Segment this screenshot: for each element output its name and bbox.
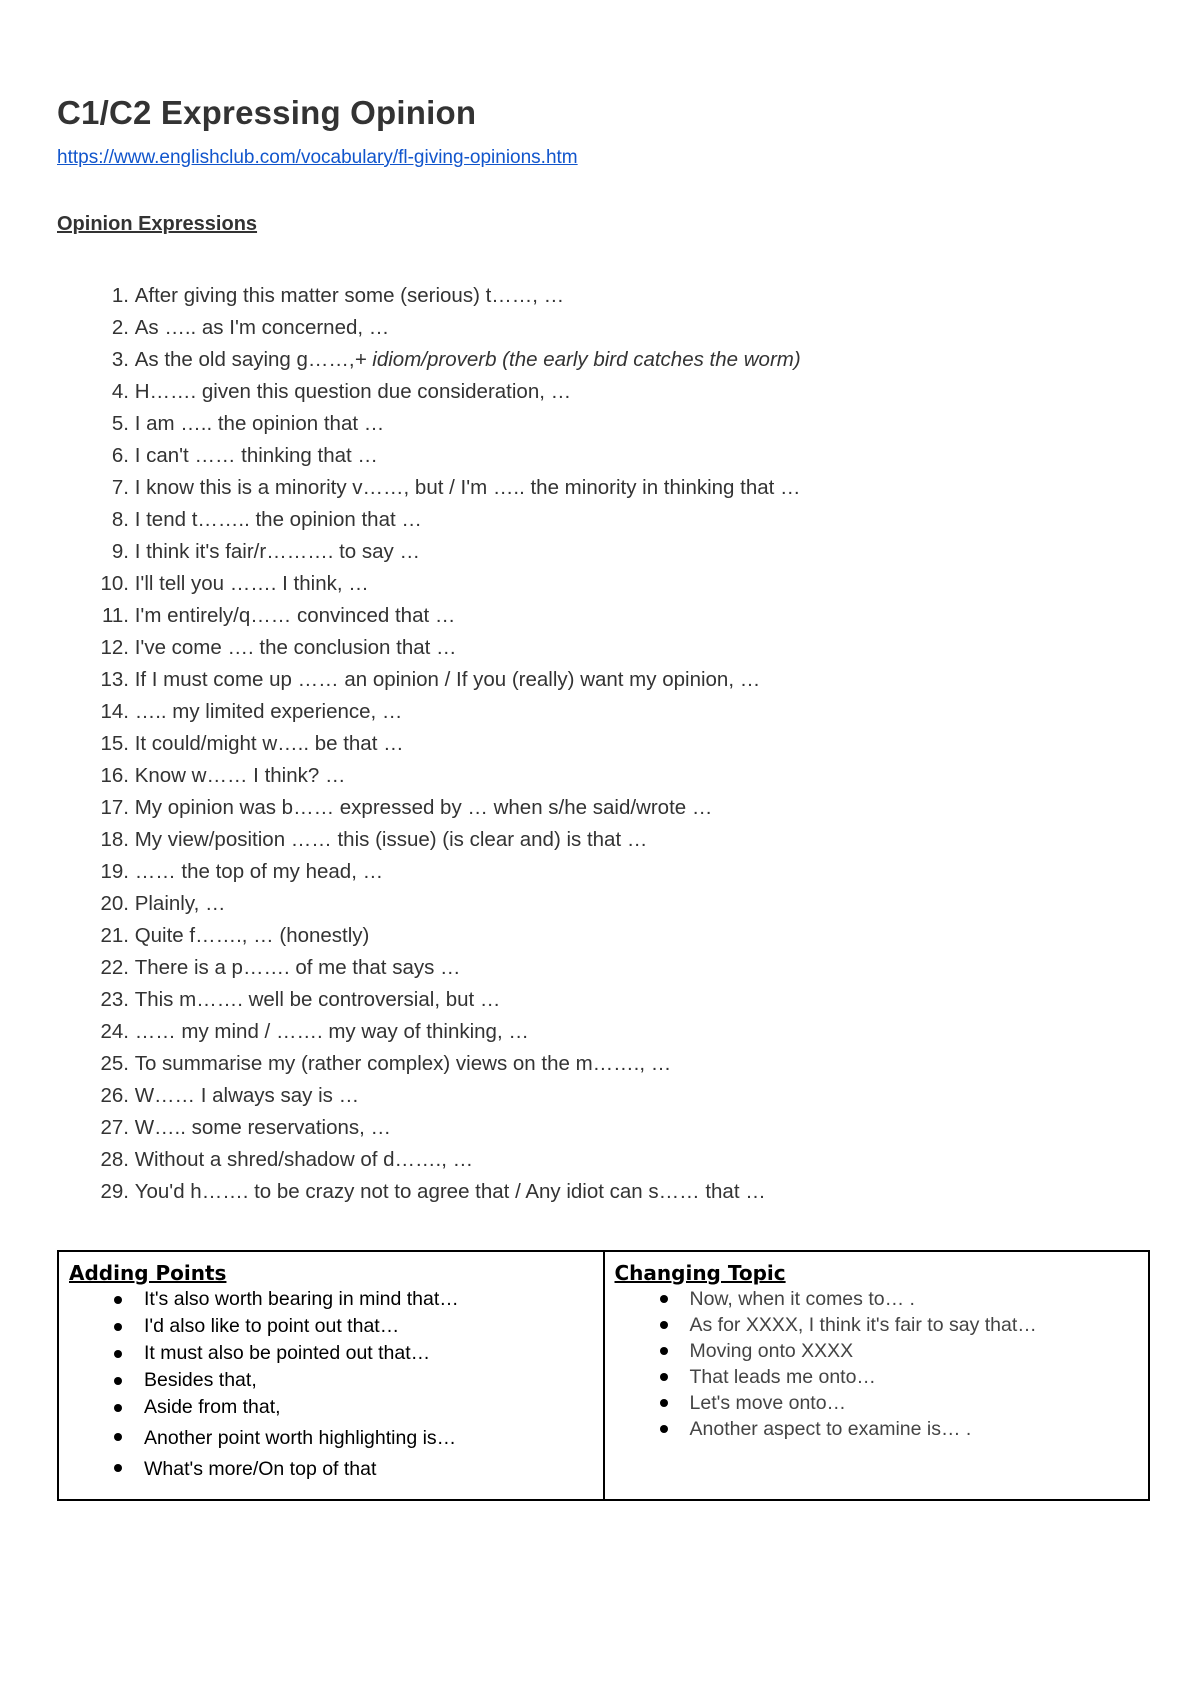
phrase-text: Aside from that, <box>144 1396 281 1418</box>
item-text: There is a p……. of me that says … <box>134 956 461 979</box>
phrase-text: Another point worth highlighting is… <box>144 1427 457 1449</box>
list-item <box>69 1313 593 1340</box>
list-item <box>57 760 801 792</box>
list-item <box>57 600 801 632</box>
item-number: 4. <box>111 380 129 403</box>
item-number: 11. <box>102 604 129 627</box>
list-item <box>57 568 801 600</box>
item-text: As ….. as I'm concerned, … <box>134 316 390 339</box>
list-item <box>615 1364 1139 1390</box>
list-item <box>57 632 801 664</box>
opinion-expressions-list <box>57 280 801 1208</box>
item-number: 14. <box>100 700 129 723</box>
item-number: 19. <box>100 860 129 883</box>
list-item <box>57 664 801 696</box>
list-item <box>69 1340 593 1367</box>
item-number: 20. <box>100 892 129 915</box>
list-item <box>615 1416 1139 1442</box>
list-item <box>57 856 801 888</box>
list-item <box>69 1452 593 1483</box>
list-item <box>57 1144 801 1176</box>
list-item <box>615 1312 1139 1338</box>
bullet-icon <box>660 1347 668 1355</box>
list-item <box>57 952 801 984</box>
item-number: 17. <box>100 796 129 819</box>
item-text: W…… I always say is … <box>134 1084 360 1107</box>
list-item <box>57 728 801 760</box>
adding-points-list <box>69 1286 593 1483</box>
list-item <box>57 824 801 856</box>
item-number: 5. <box>111 412 129 435</box>
item-number: 2. <box>111 316 129 339</box>
list-item <box>615 1338 1139 1364</box>
phrase-text: Now, when it comes to… . <box>689 1288 915 1310</box>
list-item <box>57 312 801 344</box>
item-number: 1. <box>111 284 129 307</box>
item-text: …… my mind / ……. my way of thinking, … <box>134 1020 529 1043</box>
item-number: 12. <box>100 636 129 659</box>
list-item <box>57 1080 801 1112</box>
item-text: I know this is a minority v……, but / I'm ….. the minority in thinking that … <box>134 476 801 499</box>
list-item <box>57 792 801 824</box>
list-item <box>57 376 801 408</box>
item-text: If I must come up …… an opinion / If you (really) want my opinion, … <box>134 668 761 691</box>
list-item <box>57 536 801 568</box>
phrase-text: Moving onto XXXX <box>689 1340 854 1362</box>
list-item <box>57 472 801 504</box>
bullet-icon <box>114 1350 122 1358</box>
item-number: 7. <box>111 476 129 499</box>
bullet-icon <box>660 1399 668 1407</box>
phrase-text: Besides that, <box>144 1369 257 1391</box>
item-text: Quite f……., … (honestly) <box>134 924 370 947</box>
bullet-icon <box>114 1377 122 1385</box>
bullet-icon <box>114 1323 122 1331</box>
changing-topic-list <box>615 1286 1139 1442</box>
bullet-icon <box>114 1433 122 1441</box>
bullet-icon <box>114 1404 122 1412</box>
item-text: I am ….. the opinion that … <box>134 412 385 435</box>
source-link[interactable]: https://www.englishclub.com/vocabulary/fl-giving-opinions.htm <box>57 147 578 168</box>
list-item <box>615 1286 1139 1312</box>
phrase-text: Another aspect to examine is… . <box>689 1418 972 1440</box>
list-item <box>57 280 801 312</box>
list-item <box>57 920 801 952</box>
item-text: Without a shred/shadow of d……., … <box>134 1148 474 1171</box>
page-title: C1/C2 Expressing Opinion <box>57 94 477 131</box>
list-item <box>57 344 801 376</box>
adding-points-heading: Adding Points <box>69 1261 227 1285</box>
item-number: 8. <box>111 508 129 531</box>
item-number: 26. <box>100 1084 129 1107</box>
phrase-text: It's also worth bearing in mind that… <box>144 1288 459 1310</box>
item-number: 18. <box>100 828 129 851</box>
list-item <box>57 696 801 728</box>
bullet-icon <box>114 1296 122 1304</box>
bullet-icon <box>114 1464 122 1472</box>
item-number: 25. <box>100 1052 129 1075</box>
item-text: To summarise my (rather complex) views on the m……., … <box>134 1052 672 1075</box>
phrase-text: Let's move onto… <box>689 1392 847 1414</box>
item-number: 23. <box>100 988 129 1011</box>
phrase-text: I'd also like to point out that… <box>144 1315 400 1337</box>
item-text: H……. given this question due consideration, … <box>134 380 572 403</box>
list-item <box>57 504 801 536</box>
item-text: I think it's fair/r………. to say … <box>134 540 420 563</box>
phrase-text: It must also be pointed out that… <box>144 1342 431 1364</box>
phrase-text: That leads me onto… <box>689 1366 876 1388</box>
bullet-icon <box>660 1425 668 1433</box>
bullet-icon <box>660 1321 668 1329</box>
phrase-text: What's more/On top of that <box>144 1458 377 1480</box>
list-item <box>57 1112 801 1144</box>
item-number: 28. <box>100 1148 129 1171</box>
section-heading: Opinion Expressions <box>57 213 258 235</box>
list-item <box>57 1048 801 1080</box>
item-number: 9. <box>111 540 129 563</box>
item-text: You'd h……. to be crazy not to agree that / Any idiot can s…… that … <box>134 1180 766 1203</box>
item-text: …… the top of my head, … <box>134 860 384 883</box>
list-item <box>69 1286 593 1313</box>
item-number: 29. <box>100 1180 129 1203</box>
item-text: W….. some reservations, … <box>134 1116 392 1139</box>
item-text: My opinion was b…… expressed by … when s/he said/wrote … <box>134 796 713 819</box>
item-text: As the old saying g……, <box>134 348 355 371</box>
item-number: 15. <box>100 732 129 755</box>
item-number: 22. <box>100 956 129 979</box>
item-text: It could/might w….. be that … <box>134 732 404 755</box>
item-text: I've come …. the conclusion that … <box>134 636 457 659</box>
item-text: Know w…… I think? … <box>134 764 346 787</box>
item-number: 21. <box>100 924 129 947</box>
list-item <box>57 984 801 1016</box>
changing-topic-cell <box>604 1251 1150 1500</box>
phrase-text: As for XXXX, I think it's fair to say that… <box>689 1314 1037 1336</box>
bullet-icon <box>660 1295 668 1303</box>
changing-topic-heading: Changing Topic <box>614 1261 786 1285</box>
item-text: I'll tell you ……. I think, … <box>134 572 369 595</box>
list-item <box>57 1016 801 1048</box>
list-item <box>57 408 801 440</box>
phrases-table <box>57 1250 1150 1501</box>
list-item <box>57 1176 801 1208</box>
item-text: ….. my limited experience, … <box>134 700 403 723</box>
item-number: 10. <box>100 572 129 595</box>
item-text: I'm entirely/q…… convinced that … <box>134 604 456 627</box>
list-item <box>57 440 801 472</box>
item-number: 6. <box>111 444 129 467</box>
item-text: My view/position …… this (issue) (is clear and) is that … <box>134 828 648 851</box>
item-text: Plainly, … <box>134 892 226 915</box>
item-text: I can't …… thinking that … <box>134 444 378 467</box>
list-item <box>69 1367 593 1394</box>
bullet-icon <box>660 1373 668 1381</box>
list-item <box>69 1394 593 1421</box>
item-number: 3. <box>111 348 129 371</box>
item-number: 16. <box>100 764 129 787</box>
item-text: This m……. well be controversial, but … <box>134 988 501 1011</box>
list-item <box>615 1390 1139 1416</box>
item-text: I tend t…….. the opinion that … <box>134 508 422 531</box>
item-note: + idiom/proverb (the early bird catches the worm) <box>354 348 801 371</box>
list-item <box>57 888 801 920</box>
item-number: 13. <box>100 668 129 691</box>
item-number: 27. <box>100 1116 129 1139</box>
list-item <box>69 1421 593 1452</box>
adding-points-cell <box>58 1251 604 1500</box>
item-number: 24. <box>100 1020 129 1043</box>
item-text: After giving this matter some (serious) t……, … <box>134 284 565 307</box>
